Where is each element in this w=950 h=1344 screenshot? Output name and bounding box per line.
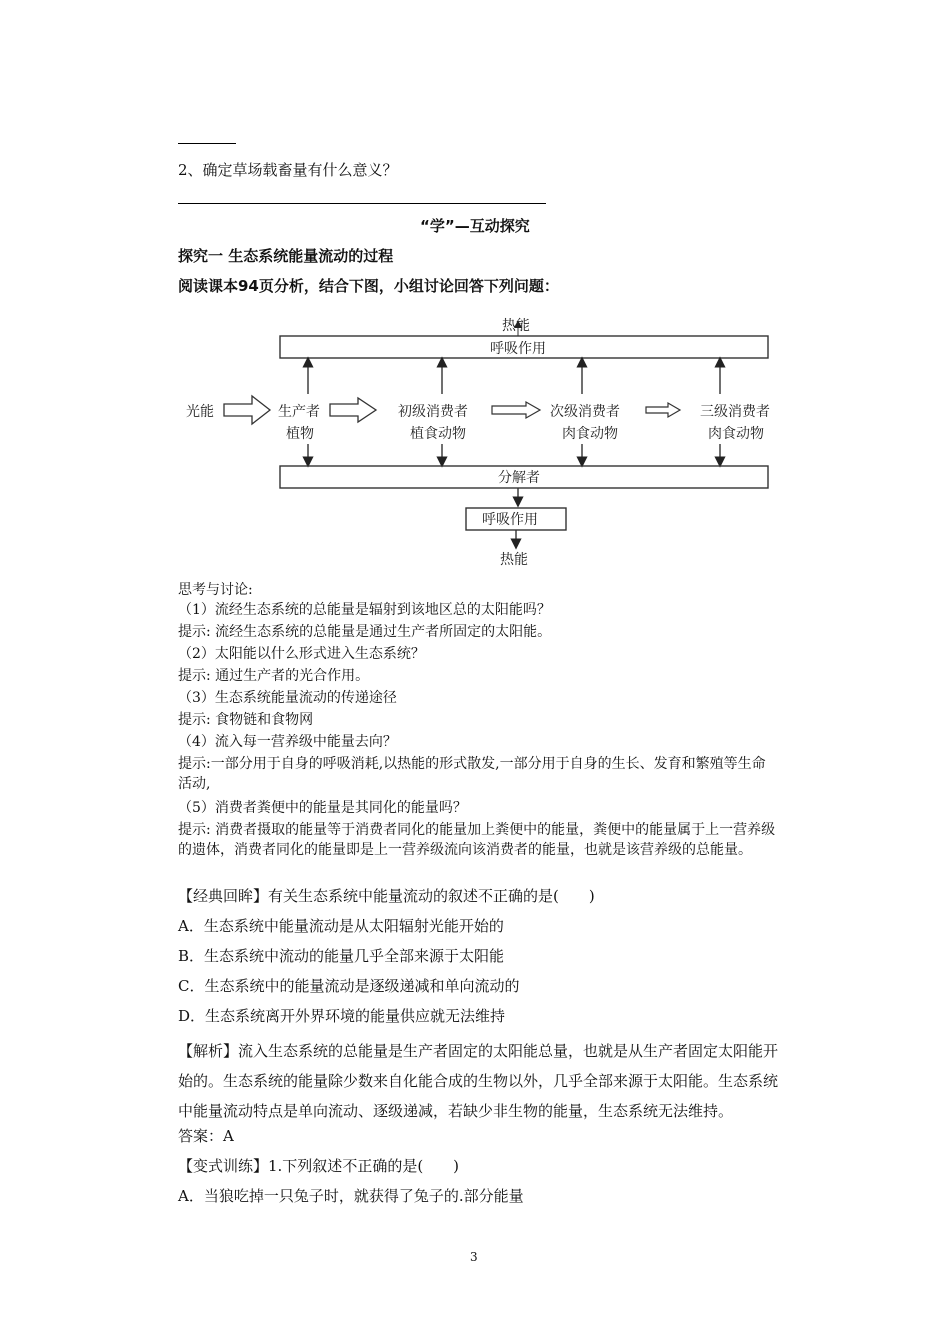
explore1-instruction: 阅读课本94页分析，结合下图，小组讨论回答下列问题： [178,277,559,295]
heat-bottom-label: 热能 [500,552,528,568]
producer-sub-label: 植物 [286,426,314,442]
classic-option-b: B．生态系统中流动的能量几乎全部来源于太阳能 [178,947,505,965]
tertiary-sub-label: 肉食动物 [708,426,764,442]
variant-option-a: A．当狼吃掉一只兔子时，就获得了兔子的.部分能量 [178,1187,524,1205]
discussion-q5: （5）消费者粪便中的能量是其同化的能量吗？ [178,800,467,816]
explore1-title: 探究一 生态系统能量流动的过程 [178,247,394,265]
answer-line-long [178,203,546,204]
producer-label: 生产者 [278,404,320,420]
page-number: 3 [470,1250,478,1264]
discussion-q3: （3）生态系统能量流动的传递途径 [178,690,397,706]
variant-question: 【变式训练】1.下列叙述不正确的是( ) [178,1157,460,1175]
primary-label: 初级消费者 [398,404,468,420]
heat-top-label: 热能 [502,318,530,334]
discussion-heading: 思考与讨论: [178,582,253,598]
discussion-a2: 提示: 通过生产者的光合作用。 [178,668,370,684]
discussion-a1: 提示: 流经生态系统的总能量是通过生产者所固定的太阳能。 [178,624,552,640]
discussion-q4: （4）流入每一营养级中能量去向？ [178,734,397,750]
classic-option-c: C．生态系统中的能量流动是逐级递减和单向流动的 [178,977,520,995]
producer-to-primary-arrow [330,398,376,422]
decomposer-label: 分解者 [498,470,540,486]
secondary-label: 次级消费者 [550,404,620,420]
secondary-sub-label: 肉食动物 [562,426,618,442]
light-to-producer-arrow [224,396,270,424]
discussion-a3: 提示: 食物链和食物网 [178,712,314,728]
classic-analysis: 【解析】流入生态系统的总能量是生产者固定的太阳能总量，也就是从生产者固定太阳能开始的。生态系统的能量除少数来自化能合成的生物以外，几乎全部来源于太阳能。生态系统中能量流动特点是单向流动、逐级递减，若缺少非生物的能量，生态系统无法维持。 [178,1042,779,1120]
respiration-top-label: 呼吸作用 [490,341,546,357]
discussion-q2: （2）太阳能以什么形式进入生态系统？ [178,646,425,662]
primary-to-secondary-arrow [492,402,540,418]
classic-option-d: D．生态系统离开外界环境的能量供应就无法维持 [178,1007,506,1025]
section-title: “学”—互动探究 [420,217,530,235]
primary-sub-label: 植食动物 [410,426,466,442]
respiration-bottom-label: 呼吸作用 [482,512,538,528]
secondary-to-tertiary-arrow [646,403,680,417]
discussion-q1: （1）流经生态系统的总能量是辐射到该地区总的太阳能吗？ [178,602,551,618]
tertiary-label: 三级消费者 [700,404,770,420]
classic-answer: 答案：A [178,1127,234,1145]
question-2: 2、确定草场载畜量有什么意义？ [178,161,398,179]
answer-line-short [178,143,236,144]
discussion-a5: 提示: 消费者摄取的能量等于消费者同化的能量加上粪便中的能量，粪便中的能量属于上一营养级的遗体，消费者同化的能量即是上一营养级流向该消费者的能量，也就是该营养级的总能量。 [178,822,776,858]
light-label: 光能 [186,404,214,420]
energy-flow-diagram [180,312,780,574]
classic-question: 【经典回眸】有关生态系统中能量流动的叙述不正确的是( ) [178,887,595,905]
classic-option-a: A．生态系统中能量流动是从太阳辐射光能开始的 [178,917,504,935]
discussion-a4: 提示:一部分用于自身的呼吸消耗,以热能的形式散发,一部分用于自身的生长、发育和繁殖等生命活动, [178,756,766,792]
